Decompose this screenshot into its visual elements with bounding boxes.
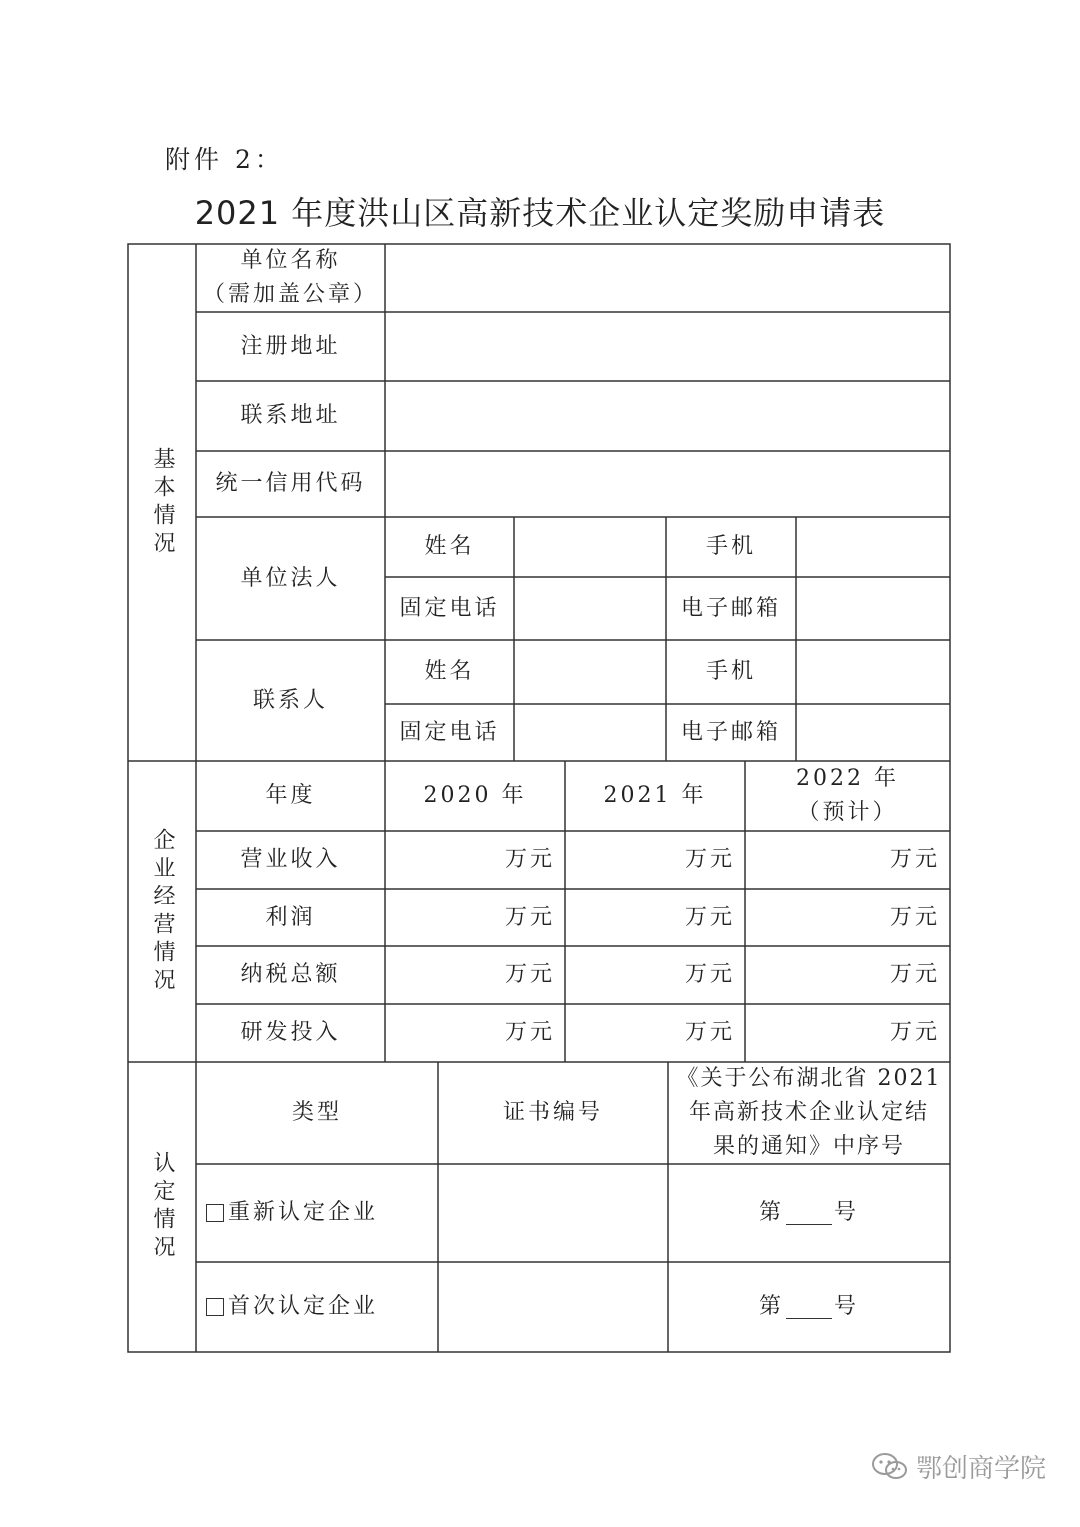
contact-mobile-label: 手机 <box>705 659 756 684</box>
type-header: 类型 <box>291 1100 342 1125</box>
recert-seq-field[interactable]: 第 号 <box>758 1200 860 1225</box>
contact-name-label: 姓名 <box>424 659 475 684</box>
revenue-label: 营业收入 <box>240 847 341 872</box>
rd-2021-field[interactable]: 万元 <box>684 1020 735 1045</box>
legal-name-label: 姓名 <box>424 534 475 559</box>
legal-phone-field[interactable] <box>514 577 666 640</box>
firstcert-option[interactable]: 首次认定企业 <box>196 1262 438 1352</box>
year-2020-header: 2020 年 <box>423 783 527 808</box>
page-title: 2021 年度洪山区高新技术企业认定奖励申请表 <box>194 194 886 232</box>
recert-checkbox[interactable] <box>206 1204 224 1222</box>
firstcert-cert-no-field[interactable] <box>438 1262 668 1352</box>
watermark-text: 鄂创商学院 <box>916 1454 1047 1484</box>
revenue-2020-field[interactable]: 万元 <box>504 847 555 872</box>
unit-name-field[interactable] <box>385 244 950 312</box>
reg-address-field[interactable] <box>385 312 950 381</box>
legal-mobile-field[interactable] <box>796 517 950 577</box>
wechat-icon <box>870 1451 910 1483</box>
year-header: 年度 <box>265 783 316 808</box>
tax-2020-field[interactable]: 万元 <box>504 962 555 987</box>
legal-email-label: 电子邮箱 <box>680 595 781 621</box>
credit-code-label: 统一信用代码 <box>215 471 366 496</box>
legal-name-field[interactable] <box>514 517 666 577</box>
contact-phone-field[interactable] <box>514 704 666 761</box>
profit-2021-field[interactable]: 万元 <box>684 904 735 930</box>
year-2021-header: 2021 年 <box>603 783 707 808</box>
credit-code-field[interactable] <box>385 451 950 517</box>
rd-label: 研发投入 <box>240 1020 341 1045</box>
revenue-2021-field[interactable]: 万元 <box>684 847 735 872</box>
firstcert-checkbox[interactable] <box>206 1298 224 1316</box>
section-certification-label: 认定情况 <box>150 1151 175 1263</box>
unit-name-label: 单位名称 （需加盖公章） <box>202 248 378 307</box>
legal-phone-label: 固定电话 <box>399 595 500 621</box>
firstcert-seq-field[interactable]: 第 号 <box>758 1294 860 1319</box>
contact-mobile-field[interactable] <box>796 640 950 704</box>
legal-mobile-label: 手机 <box>705 534 756 559</box>
contact-address-label: 联系地址 <box>240 403 341 428</box>
profit-label: 利润 <box>265 904 316 930</box>
watermark <box>870 1448 1046 1485</box>
notice-header: 《关于公布湖北省 2021 年高新技术企业认定结 果的通知》中序号 <box>676 1066 942 1159</box>
year-2022-header: 2022 年 （预计） <box>796 766 899 825</box>
rd-2022-field[interactable]: 万元 <box>889 1020 940 1045</box>
rd-2020-field[interactable]: 万元 <box>504 1020 555 1045</box>
profit-2020-field[interactable]: 万元 <box>504 904 555 930</box>
contact-person-label: 联系人 <box>252 687 328 713</box>
contact-email-label: 电子邮箱 <box>680 719 781 745</box>
reg-address-label: 注册地址 <box>240 333 341 359</box>
section-operation-label: 企业经营情况 <box>150 827 175 996</box>
tax-2021-field[interactable]: 万元 <box>684 962 735 987</box>
contact-email-field[interactable] <box>796 704 950 761</box>
recert-option[interactable]: 重新认定企业 <box>196 1164 438 1262</box>
profit-2022-field[interactable]: 万元 <box>889 904 940 930</box>
contact-phone-label: 固定电话 <box>399 719 500 745</box>
cert-no-header: 证书编号 <box>502 1100 603 1125</box>
legal-email-field[interactable] <box>796 577 950 640</box>
section-basic-label: 基本情况 <box>150 446 175 559</box>
attachment-label: 附件 2： <box>165 145 284 174</box>
tax-label: 纳税总额 <box>240 962 341 987</box>
contact-address-field[interactable] <box>385 381 950 451</box>
tax-2022-field[interactable]: 万元 <box>889 962 940 987</box>
legal-person-label: 单位法人 <box>240 565 341 591</box>
contact-name-field[interactable] <box>514 640 666 704</box>
recert-cert-no-field[interactable] <box>438 1164 668 1262</box>
revenue-2022-field[interactable]: 万元 <box>889 847 940 872</box>
